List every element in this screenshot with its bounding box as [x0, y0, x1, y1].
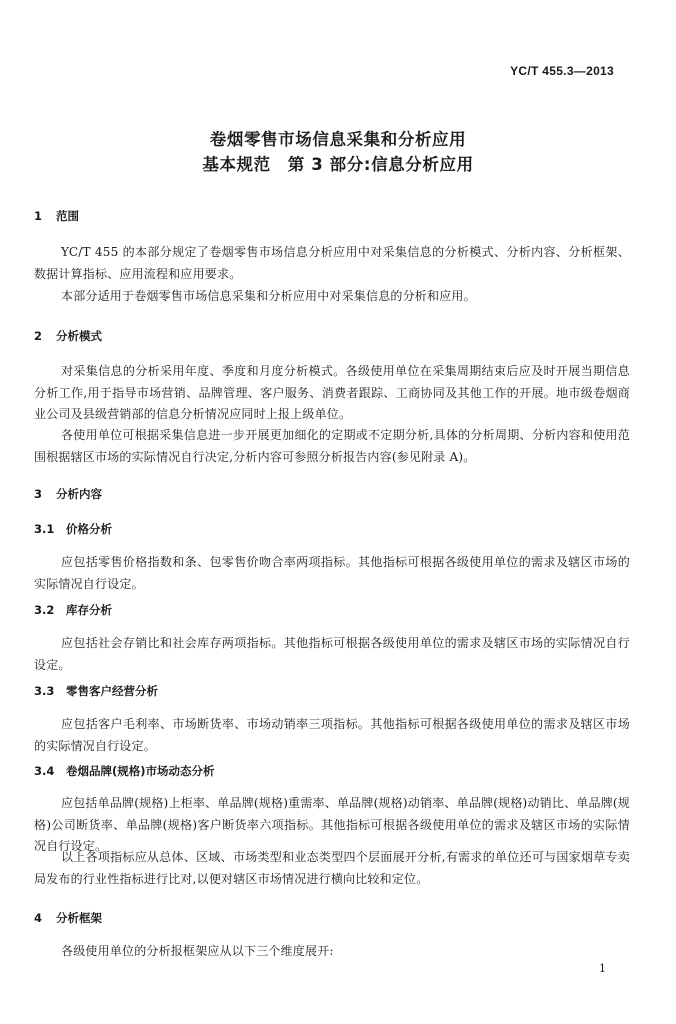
section-1-paragraph-2: 本部分适用于卷烟零售市场信息采集和分析应用中对采集信息的分析和应用。 [61, 289, 476, 303]
section-3-2-heading [34, 602, 112, 618]
section-3-1-paragraph: 应包括零售价格指数和条、包零售价吻合率两项指标。其他指标可根据各级使用单位的需求及辖区市场的实际情况自行设定。 [34, 555, 630, 591]
section-title: 分析内容 [56, 487, 102, 501]
section-number: 1 [34, 209, 43, 223]
section-3-4-heading [34, 763, 215, 779]
section-title: 库存分析 [66, 603, 112, 617]
section-3-3-paragraph: 应包括客户毛利率、市场断货率、市场动销率三项指标。其他指标可根据各级使用单位的需求及辖区市场的实际情况自行设定。 [34, 717, 630, 753]
doc-title-line2: 基本规范 第 3 部分:信息分析应用 [202, 155, 474, 174]
section-2-heading [34, 328, 102, 344]
section-1-paragraph-1: YC/T 455 的本部分规定了卷烟零售市场信息分析应用中对采集信息的分析模式、分析内容、分析框架、数据计算指标、应用流程和应用要求。 [34, 245, 630, 281]
section-1-heading [34, 208, 79, 224]
section-title: 分析框架 [56, 911, 102, 925]
section-2-paragraph-2: 各使用单位可根据采集信息进一步开展更加细化的定期或不定期分析,具体的分析周期、分析内容和使用范围根据辖区市场的实际情况自行决定,分析内容可参照分析报告内容(参见附录 A)。 [34, 428, 630, 464]
section-4-heading [34, 910, 102, 926]
section-title: 分析模式 [56, 329, 102, 343]
section-number: 3.2 [34, 603, 55, 617]
section-3-1-heading [34, 521, 112, 537]
section-number: 2 [34, 329, 43, 343]
section-number: 3.1 [34, 522, 55, 536]
section-number: 3 [34, 487, 43, 501]
section-title: 范围 [56, 209, 79, 223]
section-2-paragraph-1: 对采集信息的分析采用年度、季度和月度分析模式。各级使用单位在采集周期结束后应及时开展当期信息分析工作,用于指导市场营销、品牌管理、客户服务、消费者跟踪、工商协同及其他工作的开展。地市级卷烟商业公司及县级营销部的信息分析情况应同时上报上级单位。 [34, 364, 630, 421]
section-3-4-paragraph-2: 以上各项指标应从总体、区域、市场类型和业态类型四个层面展开分析,有需求的单位还可与国家烟草专卖局发布的行业性指标进行比对,以便对辖区市场情况进行横向比较和定位。 [34, 850, 630, 886]
section-3-heading [34, 486, 102, 502]
page-number: 1 [599, 962, 606, 975]
section-title: 卷烟品牌(规格)市场动态分析 [66, 764, 215, 778]
section-4-paragraph: 各级使用单位的分析报框架应从以下三个维度展开: [61, 944, 334, 958]
section-3-4-paragraph-1: 应包括单品牌(规格)上柜率、单品牌(规格)重需率、单品牌(规格)动销率、单品牌(规格)动销比、单品牌(规格)公司断货率、单品牌(规格)客户断货率六项指标。其他指标可根据各级使用单位的需求及辖区市场的实际情况自行设定。 [34, 796, 630, 853]
standard-code: YC/T 455.3—2013 [510, 64, 614, 78]
section-3-3-heading [34, 683, 158, 699]
section-number: 4 [34, 911, 43, 925]
section-title: 价格分析 [66, 522, 112, 536]
section-number: 3.3 [34, 684, 55, 698]
doc-title-line1: 卷烟零售市场信息采集和分析应用 [209, 130, 467, 149]
section-number: 3.4 [34, 764, 55, 778]
section-title: 零售客户经营分析 [66, 684, 158, 698]
section-3-2-paragraph: 应包括社会存销比和社会库存两项指标。其他指标可根据各级使用单位的需求及辖区市场的实际情况自行设定。 [34, 636, 630, 672]
